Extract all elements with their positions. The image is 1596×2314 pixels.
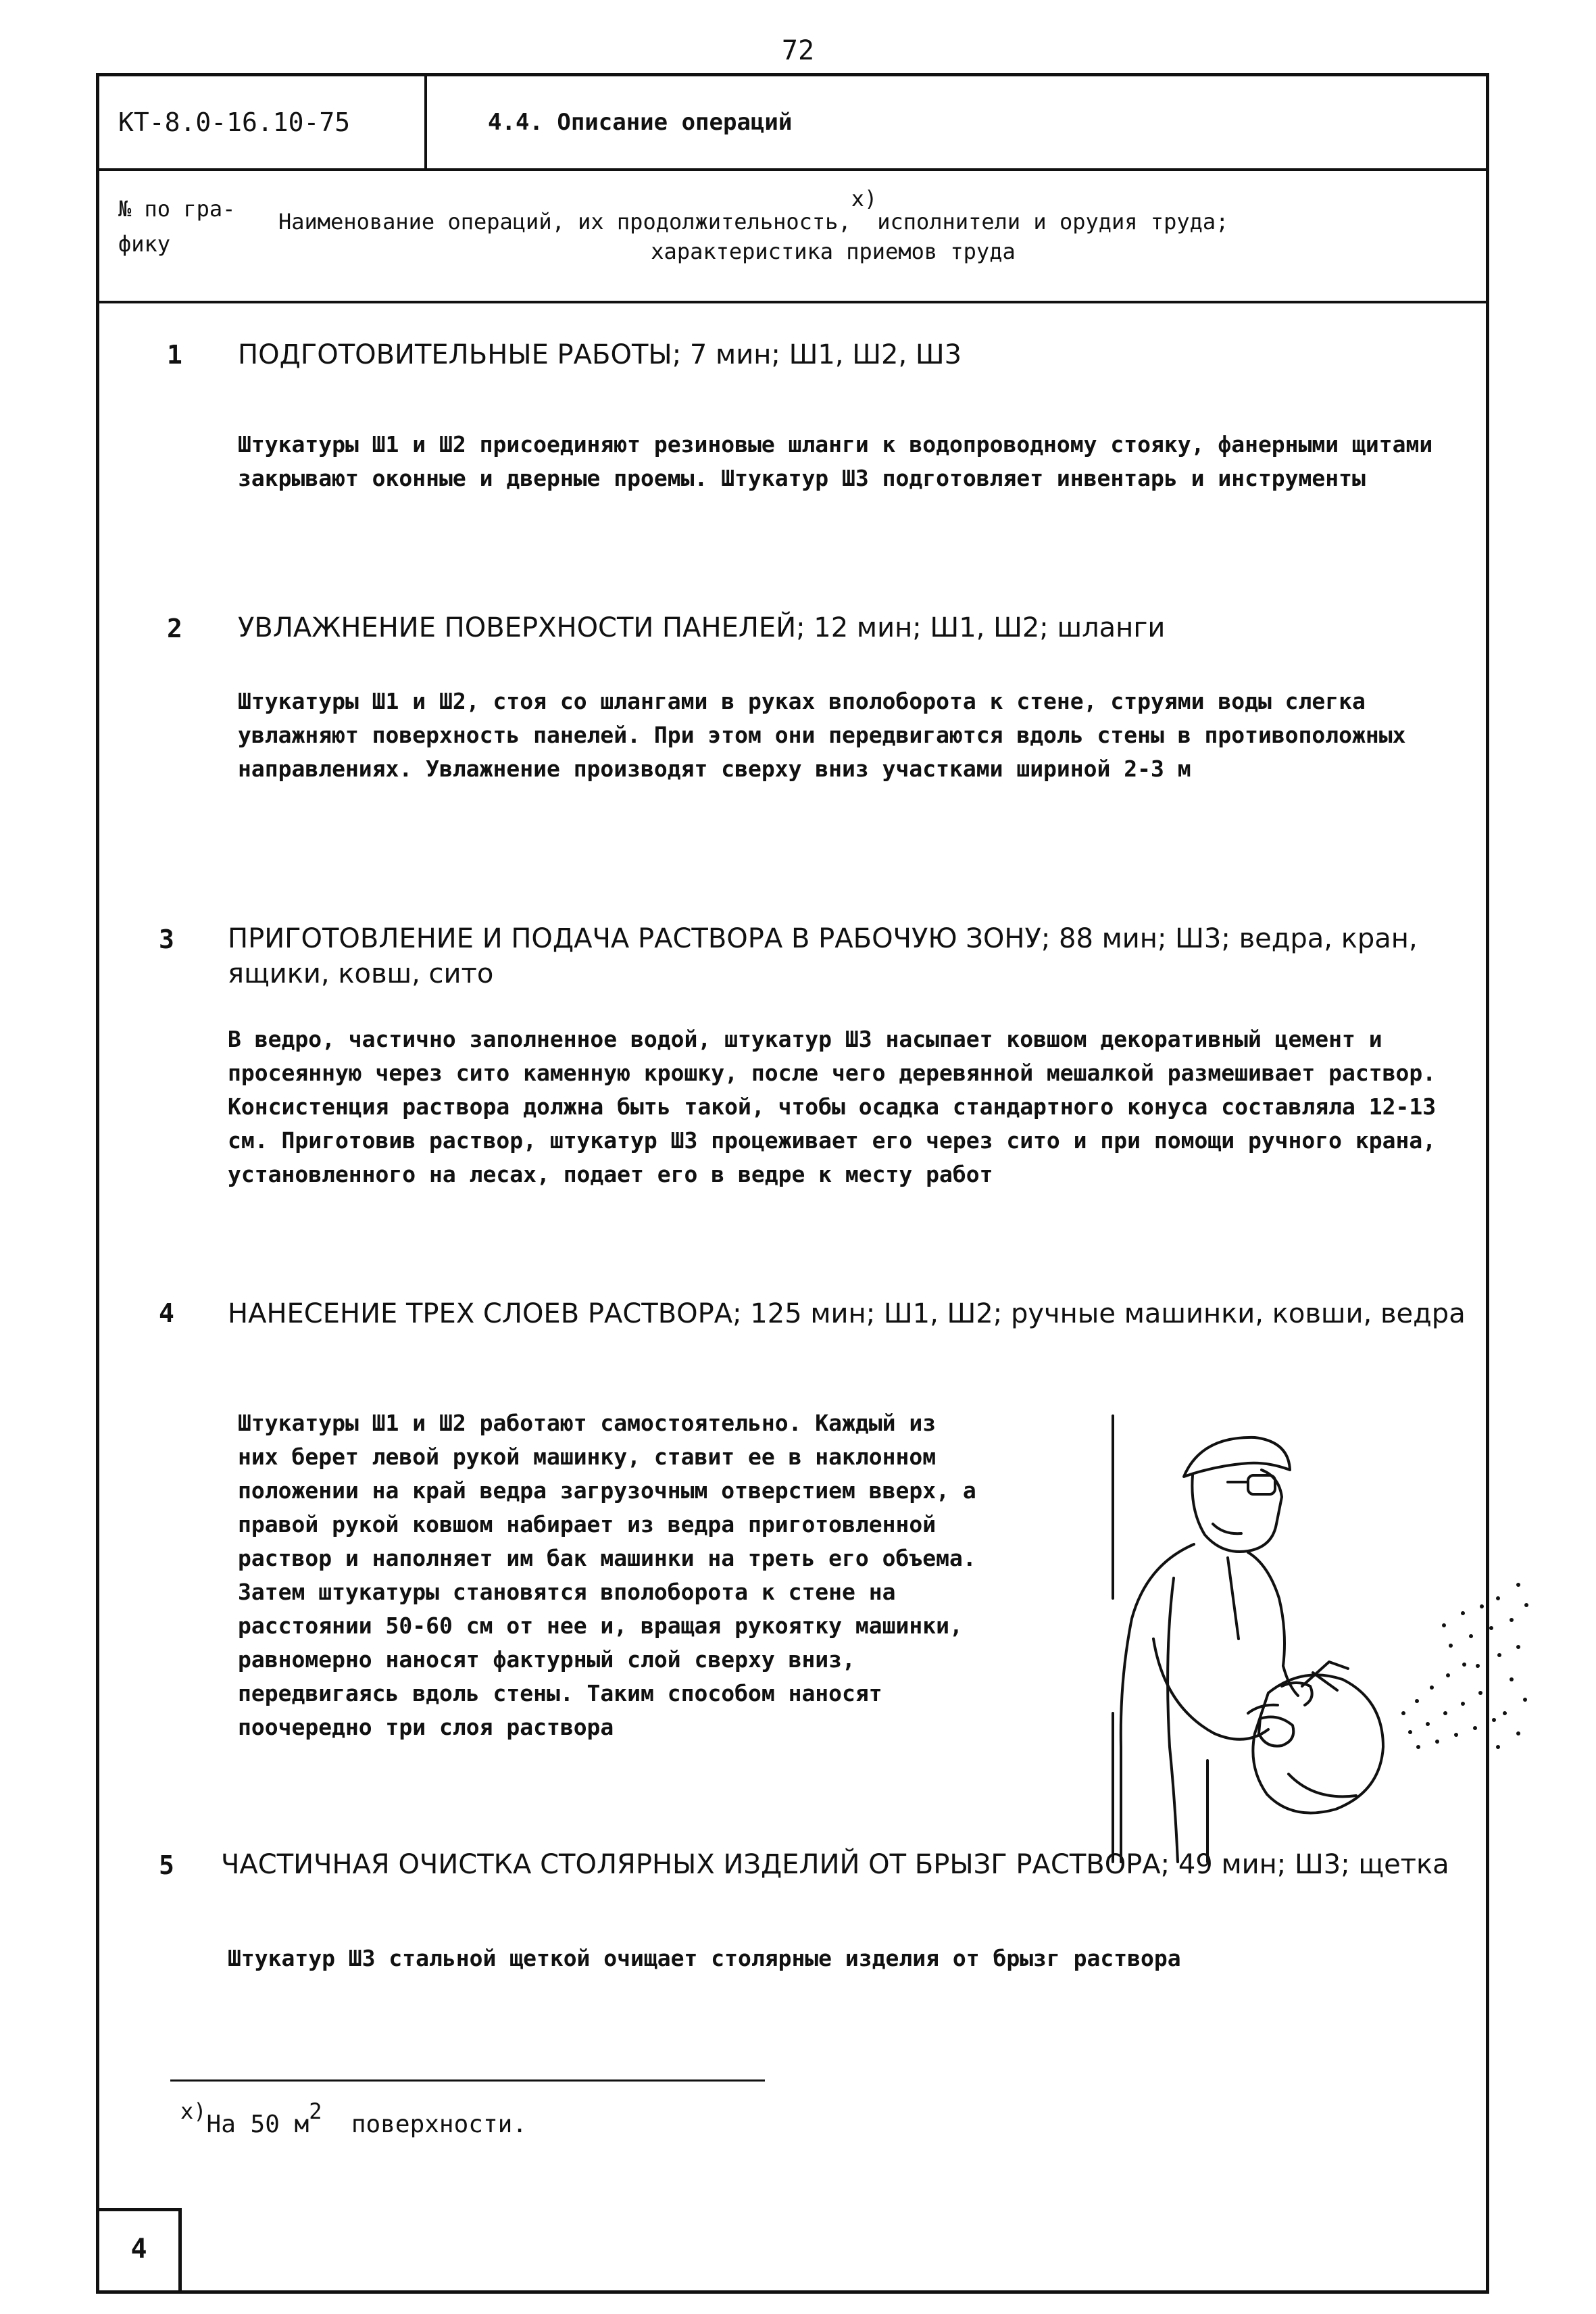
column-number-label: № по гра- фику bbox=[118, 196, 236, 257]
operation-description: Штукатур Ш3 стальной щеткой очищает столярные изделия от брызг раствора bbox=[228, 1945, 1181, 1971]
footnote-marker: x) bbox=[851, 186, 878, 212]
operation-title: ПОДГОТОВИТЕЛЬНЫЕ РАБОТЫ; 7 мин; Ш1, Ш2, Ш3 bbox=[238, 339, 962, 370]
operation-description: Штукатуры Ш1 и Ш2, стоя со шлангами в руках вполоборота к стене, струями воды слегка увлажняют поверхность панелей. При этом они передвигаются вдоль стены в противоположных направлениях. Увлажнение производят сверху вниз участками шириной 2-3 м bbox=[238, 688, 1406, 782]
column-name-label bbox=[278, 186, 1228, 235]
column-characteristic-label: характеристика приемов труда bbox=[651, 239, 1016, 264]
operation-number: 3 bbox=[159, 925, 174, 954]
footnote-mark: x) bbox=[180, 2098, 207, 2124]
page-number: 72 bbox=[781, 35, 815, 66]
operation-description: Штукатуры Ш1 и Ш2 присоединяют резиновые шланги к водопроводному стояку, фанерными щитами закрывают оконные и дверные проемы. Штукатур Ш3 подготовляет инвентарь и инструменты bbox=[238, 431, 1433, 491]
operation-description: В ведро, частично заполненное водой, штукатур Ш3 насыпает ковшом декоративный цемент и просеянную через сито каменную крошку, после чего деревянной мешалкой размешивает раствор. Консистенция раствора должна быть такой, чтобы осадка стандартного конуса составляла 12-13 см. Приготовив раствор, штукатур Ш3 процеживает его через сито и при помощи ручного крана, установленного на лесах, подает его в ведре к месту работ bbox=[228, 1026, 1437, 1187]
column-name-label-pre: Наименование операций, их продолжительность, bbox=[278, 209, 851, 235]
operation-number: 2 bbox=[167, 614, 182, 643]
operation-number: 5 bbox=[159, 1850, 174, 1880]
sheet-number: 4 bbox=[99, 2208, 182, 2290]
page-header bbox=[99, 76, 1486, 171]
operation-title: УВЛАЖНЕНИЕ ПОВЕРХНОСТИ ПАНЕЛЕЙ; 12 мин; Ш1, Ш2; шланги bbox=[238, 612, 1166, 643]
operation-description: Штукатуры Ш1 и Ш2 работают самостоятельно. Каждый из них берет левой рукой машинку, ставит ее в наклонном положении на край ведра загрузочным отверстием вверх, а правой рукой ковшом набирает из ведра приготовленной раствор и наполняет им бак машинки на треть его объема. Затем штукатуры становятся вполоборота к стене на расстоянии 50-60 см от нее и, вращая рукоятку машинки, равномерно наносят фактурный слой сверху вниз, передвигаясь вдоль стены. Таким способом наносят поочередно три слоя раствора bbox=[238, 1410, 976, 1740]
footnote-text-pre: На 50 м bbox=[206, 2111, 309, 2138]
operation-number: 4 bbox=[159, 1298, 174, 1328]
footnote-sup: 2 bbox=[309, 2098, 322, 2124]
operation-title: НАНЕСЕНИЕ ТРЕХ СЛОЕВ РАСТВОРА; 125 мин; Ш1, Ш2; ручные машинки, ковши, ведра bbox=[228, 1298, 1466, 1329]
column-header bbox=[99, 168, 1486, 303]
section-title: 4.4. Описание операций bbox=[488, 109, 793, 136]
operation-title: ПРИГОТОВЛЕНИЕ И ПОДАЧА РАСТВОРА В РАБОЧУЮ ЗОНУ; 88 мин; Ш3; ведра, кран, ящики, ковш, сито bbox=[228, 923, 1418, 989]
footnote-separator bbox=[170, 2079, 765, 2082]
footnote-text-post: поверхности. bbox=[351, 2111, 527, 2138]
document-frame bbox=[96, 73, 1489, 2294]
footnote bbox=[180, 2098, 527, 2138]
operation-number: 1 bbox=[167, 340, 182, 370]
plasterer-illustration-icon bbox=[1045, 1396, 1545, 1882]
document-code: КТ-8.0-16.10-75 bbox=[99, 76, 427, 168]
column-name-label-post: исполнители и орудия труда; bbox=[877, 209, 1229, 235]
operation-title: ЧАСТИЧНАЯ ОЧИСТКА СТОЛЯРНЫХ ИЗДЕЛИЙ ОТ БРЫЗГ РАСТВОРА; 49 мин; Ш3; щетка bbox=[221, 1849, 1449, 1880]
